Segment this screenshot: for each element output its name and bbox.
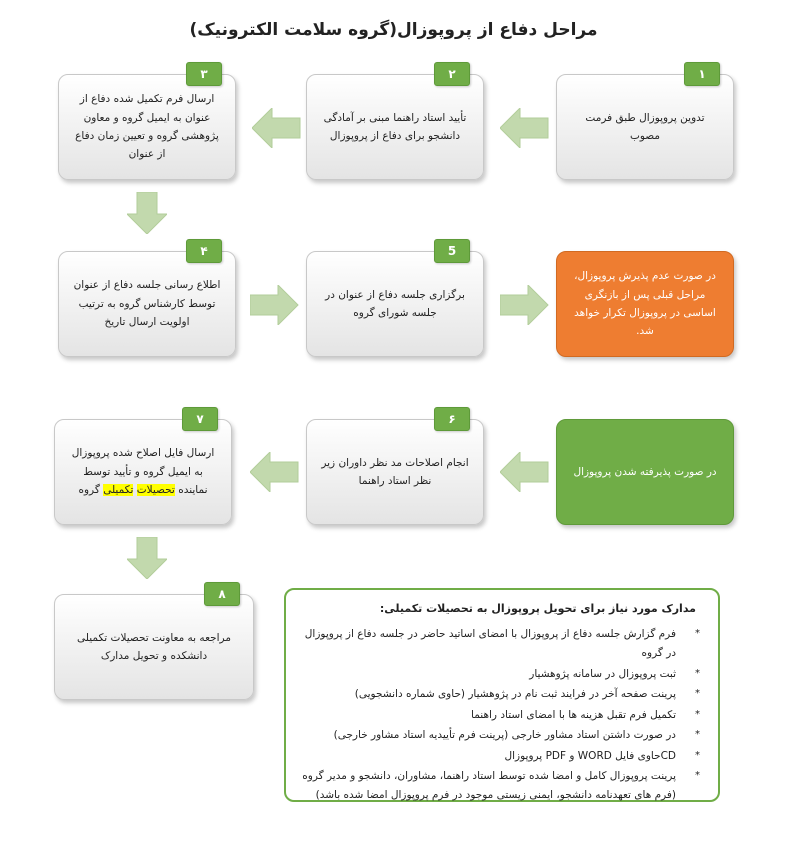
step-5-badge: 5 [434, 239, 470, 263]
step-8-badge: ٨ [204, 582, 240, 606]
highlight-text: تحصیلات [136, 484, 175, 497]
down-arrow-icon [127, 537, 167, 579]
bullet-icon: * [695, 628, 700, 639]
list-item: * ثبت پروپوزال در سامانه پژوهشیار [300, 665, 702, 684]
step-4-box [58, 251, 236, 357]
list-item: * پرینت صفحه آخر در فرایند ثبت نام در پژوهشیار (حاوی شماره دانشجویی) [300, 685, 702, 704]
list-item: * در صورت داشتن استاد مشاور خارجی (پرینت فرم تأییدیه استاد مشاور خارجی) [300, 726, 702, 745]
list-item: * پرینت پروپوزال کامل و امضا شده توسط استاد راهنما، مشاوران، دانشجو و مدیر گروه (فرم های تعهدنامه دانشجو، ایمنی زیستی موجود در فرم پروپوزال امضا شده باشد) [300, 767, 702, 806]
accepted-text: در صورت پذیرفته شدن پروپوزال [573, 465, 717, 478]
highlight-text: تکمیلی [103, 484, 134, 497]
right-arrow-icon [500, 285, 550, 325]
left-arrow-icon [252, 108, 302, 148]
step-5-text: برگزاری جلسه دفاع از عنوان در جلسه شورای گروه [325, 288, 465, 319]
step-6-text: انجام اصلاحات مد نظر داوران زیر نظر استاد راهنما [321, 456, 469, 487]
step-3-text: ارسال فرم تکمیل شده دفاع از عنوان به ایمیل گروه و معاون پژوهشی گروه و تعیین زمان دفاع از عنوان [75, 93, 219, 161]
documents-title: مدارک مورد نیاز برای تحویل پروپوزال به تحصیلات تکمیلی: [379, 602, 696, 615]
step-7-box [54, 419, 232, 525]
down-arrow-icon [127, 192, 167, 234]
step-2-box [306, 74, 484, 180]
step-4-badge: ۴ [186, 239, 222, 263]
bullet-icon: * [695, 708, 700, 720]
step-7-text: ارسال فایل اصلاح شده پروپوزال به ایمیل گروه و تأیید توسط نماینده تحصیلات تکمیلی گروه [71, 447, 215, 497]
step-3-badge: ٣ [186, 62, 222, 86]
accepted-box [556, 419, 734, 525]
step-3-box [58, 74, 236, 180]
step-8-box [54, 594, 254, 700]
documents-box [284, 588, 720, 802]
list-item: * تکمیل فرم تقبل هزینه ها با امضای استاد راهنما [300, 706, 702, 725]
bullet-icon: * [695, 769, 700, 781]
step-8-text: مراجعه به معاونت تحصیلات تکمیلی دانشکده و تحویل مدارک [77, 631, 231, 662]
left-arrow-icon [500, 452, 550, 492]
step-4-text: اطلاع رسانی جلسه دفاع از عنوان توسط کارشناس گروه به ترتیب اولویت ارسال تاریخ [73, 279, 221, 329]
left-arrow-icon [250, 452, 300, 492]
step-1-text: تدوین پروپوزال طبق فرمت مصوب [585, 111, 705, 142]
bullet-icon: * [695, 688, 700, 700]
step-6-box [306, 419, 484, 525]
bullet-icon: * [695, 729, 700, 741]
list-item: * فرم گزارش جلسه دفاع از پروپوزال با امضای اساتید حاضر در جلسه دفاع از پروپوزال در گروه [300, 625, 702, 664]
step-2-text: تأیید استاد راهنما مبنی بر آمادگی دانشجو برای دفاع از پروپوزال [323, 111, 467, 142]
rejected-text: در صورت عدم پذیرش پروپوزال، مراحل قبلی پس از بازنگری اساسی در پروپوزال تکرار خواهد شد. [574, 270, 716, 338]
step-5-box [306, 251, 484, 357]
bullet-icon: * [695, 667, 700, 679]
right-arrow-icon [250, 285, 300, 325]
step-1-box [556, 74, 734, 180]
step-2-badge: ٢ [434, 62, 470, 86]
left-arrow-icon [500, 108, 550, 148]
rejected-box [556, 251, 734, 357]
documents-list [300, 625, 702, 806]
step-6-badge: ۶ [434, 407, 470, 431]
page-title: مراحل دفاع از پروپوزال(گروه سلامت الکترونیک) [189, 20, 598, 40]
step-7-badge: ٧ [182, 407, 218, 431]
bullet-icon: * [695, 749, 700, 761]
step-1-badge: ١ [684, 62, 720, 86]
list-item: * CDحاوی فایل WORD و PDF پروپوزال [300, 747, 702, 766]
